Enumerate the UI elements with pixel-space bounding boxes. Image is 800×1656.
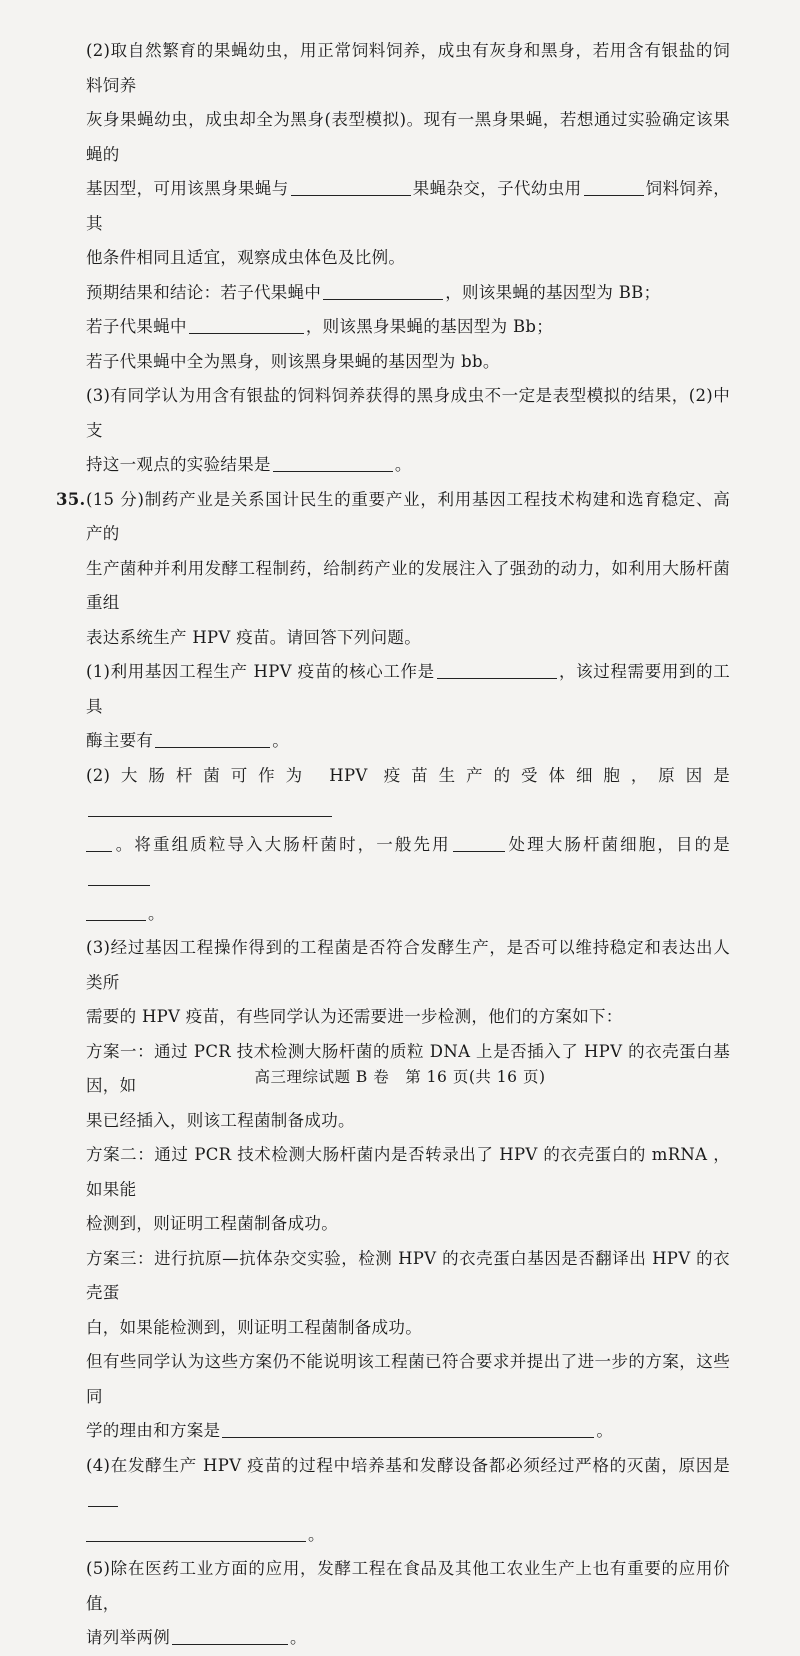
text-segment: ，该过程需要用到的工具 [86,662,731,716]
answer-blank[interactable] [88,1488,118,1507]
text-segment: 预期结果和结论：若子代果蝇中 [86,282,322,302]
text-line: 生产菌种并利用发酵工程制药，给制药产业的发展注入了强劲的动力，如利用大肠杆菌重组 [86,558,730,612]
text-line: (3)经过基因工程操作得到的工程菌是否符合发酵生产，是否可以维持稳定和表达出人类所 [86,938,730,992]
text-line [86,172,730,241]
q35-intro [86,483,730,656]
answer-blank[interactable] [88,867,150,886]
text-line: (5)除在医药工业方面的应用，发酵工程在食品及其他工农业生产上也有重要的应用价值， [86,1559,730,1613]
text-segment: 持这一观点的实验结果是 [86,455,271,474]
answer-blank[interactable] [155,729,270,748]
text-segment: 若子代果蝇中 [86,317,187,336]
text-line [86,897,730,932]
q34-part3 [86,379,730,483]
text-segment: 。将重组质粒导入大肠杆菌时，一般先用 [114,834,451,854]
question-35 [56,483,730,656]
answer-blank[interactable] [291,177,411,196]
answer-blank[interactable] [86,1523,306,1542]
text-segment: 处理大肠杆菌细胞，目的是 [506,834,730,854]
text-line [86,1449,730,1518]
text-line: 果已经插入，则该工程菌制备成功。 [86,1110,355,1130]
text-line [86,276,730,311]
text-line [86,724,730,759]
text-segment: 果蝇杂交，子代幼虫用 [412,179,582,198]
answer-blank[interactable] [437,660,557,679]
text-line [86,1621,730,1656]
answer-blank[interactable] [323,281,443,300]
q35-part4 [86,1449,730,1553]
text-line: 他条件相同且适宜，观察成虫体色及比例。 [86,248,406,267]
text-segment: 。 [308,1524,325,1544]
page-footer: 高三理综试题 B 卷 第 16 页(共 16 页) [254,1068,546,1086]
text-segment: (4)在发酵生产 HPV 疫苗的过程中培养基和发酵设备都必须经过严格的灭菌，原因是 [86,1455,730,1475]
answer-blank[interactable] [453,833,505,852]
text-line: 检测到，则证明工程菌制备成功。 [86,1214,338,1233]
text-line [86,310,730,345]
answer-blank[interactable] [273,453,393,472]
answer-blank[interactable] [584,177,644,196]
q34-part2 [86,34,730,379]
answer-blank[interactable] [86,902,146,921]
text-segment: 。 [290,1628,307,1647]
answer-blank[interactable] [88,798,332,817]
text-line: 表达系统生产 HPV 疫苗。请回答下列问题。 [86,627,421,647]
q35-part2 [86,759,730,932]
text-segment: (2)大肠杆菌可作为 HPV 疫苗生产的受体细胞，原因是 [86,765,730,785]
text-segment: 。 [394,455,412,474]
text-segment: 饲料饲养，其 [86,179,731,233]
answer-blank[interactable] [172,1626,288,1645]
answer-blank[interactable] [86,833,112,852]
q35-part5 [86,1552,730,1656]
text-line [86,1518,730,1553]
text-line: 方案一：通过 PCR 技术检测大肠杆菌的质粒 DNA 上是否插入了 HPV 的衣壳蛋白基因，如 [86,1041,730,1095]
text-segment: 学的理由和方案是 [86,1421,221,1440]
q35-part3 [86,931,730,1449]
text-line [86,828,730,897]
text-segment: 。 [596,1421,614,1440]
text-segment: 基因型，可用该黑身果蝇与 [86,179,289,198]
text-line: (3)有同学认为用含有银盐的饲料饲养获得的黑身成虫不一定是表型模拟的结果，(2)中支 [86,386,730,440]
text-line: (2)取自然繁育的果蝇幼虫，用正常饲料饲养，成虫有灰身和黑身，若用含有银盐的饲料饲养 [86,41,730,95]
text-segment: 。 [272,731,290,750]
text-line [86,448,730,483]
text-segment: (1)利用基因工程生产 HPV 疫苗的核心工作是 [86,662,435,681]
answer-blank[interactable] [189,315,304,334]
text-segment: ，则该果蝇的基因型为 BB； [445,282,661,302]
text-line [86,1414,730,1449]
text-line [86,759,730,828]
text-segment: 请列举两例 [86,1628,170,1647]
text-line: 白，如果能检测到，则证明工程菌制备成功。 [86,1317,422,1337]
text-line [86,655,730,724]
text-line: 方案三：进行抗原—抗体杂交实验，检测 HPV 的衣壳蛋白基因是否翻译出 HPV 的衣壳蛋 [86,1248,730,1302]
answer-blank[interactable] [222,1419,594,1438]
text-line: 需要的 HPV 疫苗，有些同学认为还需要进一步检测，他们的方案如下： [86,1007,623,1026]
text-segment: 。 [148,903,165,923]
text-line: 灰身果蝇幼虫，成虫却全为黑身(表型模拟)。现有一黑身果蝇，若想通过实验确定该果蝇的 [86,110,730,164]
text-line: 但有些同学认为这些方案仍不能说明该工程菌已符合要求并提出了进一步的方案，这些同 [86,1352,730,1406]
question-number: 35. [56,489,86,509]
text-segment: 酶主要有 [86,731,154,750]
q35-part1 [86,655,730,759]
text-segment: ，则该黑身果蝇的基因型为 Bb； [305,317,554,336]
text-line: (15 分)制药产业是关系国计民生的重要产业，利用基因工程技术构建和选育稳定、高产的 [86,489,730,543]
text-line: 若子代果蝇中全为黑身，则该黑身果蝇的基因型为 bb。 [86,351,500,371]
text-line: 方案二：通过 PCR 技术检测大肠杆菌内是否转录出了 HPV 的衣壳蛋白的 mRNA ，如果能 [86,1145,730,1199]
